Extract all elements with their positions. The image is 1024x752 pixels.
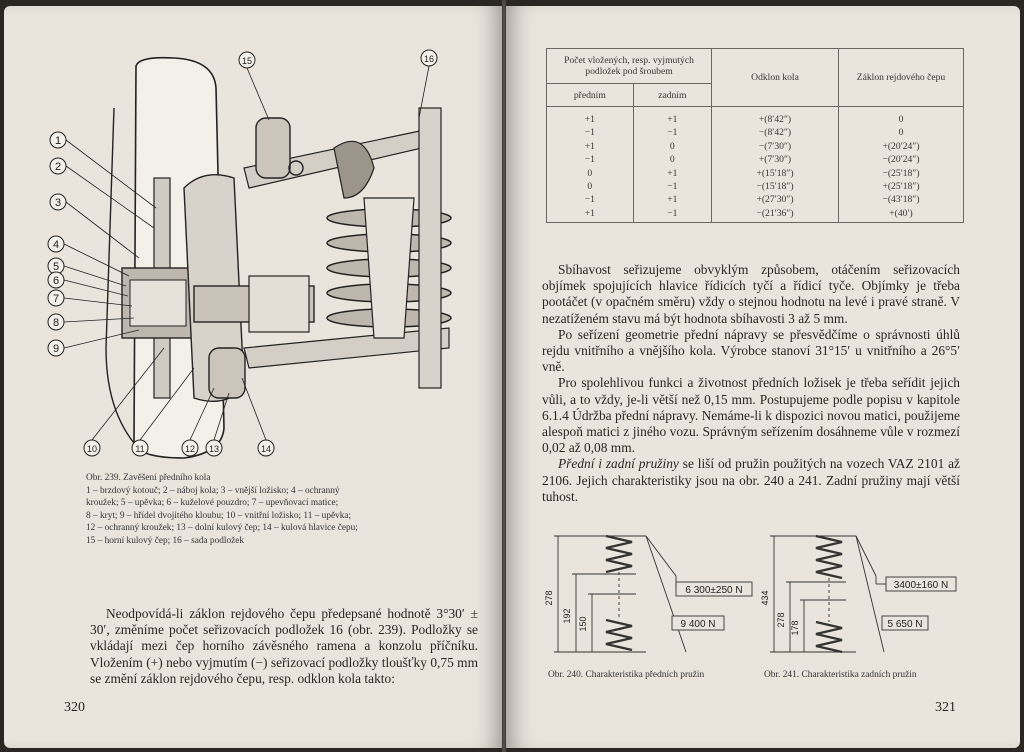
- cell: +1: [667, 167, 678, 179]
- caption-title: Obr. 239. Zavěšení předního kola: [86, 473, 211, 483]
- column-camber-values: [712, 107, 839, 223]
- cell: +(8′42″): [758, 114, 792, 125]
- force-label-upper: 6 300±250 N: [685, 585, 743, 596]
- cell: +(25′18″): [882, 180, 920, 192]
- cell: +(15′18″): [756, 167, 794, 179]
- cell: +1: [667, 114, 678, 125]
- cell: +(27′30″): [756, 194, 794, 206]
- left-body-text: [90, 606, 478, 687]
- dimension-outer: 278: [544, 590, 554, 606]
- callout-1: 1: [54, 135, 62, 147]
- springs-italic: Přední i zadní pružiny: [558, 456, 679, 472]
- caption-line: 12 – ochranný kroužek; 13 – dolní kulový čep; 14 – kulová hlavice čepu;: [86, 523, 358, 534]
- cell: +1: [584, 207, 595, 219]
- force-label-lower: 9 400 N: [680, 619, 716, 630]
- springs-rest: se liší od pružin použitých na vozech VAZ 2101 až 2106. Jejich charakteristiky jsou na obr. 240 a 241. Zadní pružiny mají větší tuhost.: [542, 456, 960, 504]
- paragraph-bearings: Pro spolehlivou funkci a životnost předních ložisek je třeba seřídit jejich vůli, a to vždy, je-li větší než 0,15 mm. Postupujeme podle popisu v kapitole 6.1.4 Údržba přední nápravy. Nemáme-li k dispozici novou matici, použijeme alespoň matici z jiného vozu. Správným seřízením dosáhneme vůle v rozmezí 0,02 až 0,08 mm.: [542, 375, 960, 456]
- table-header-rear: zadním: [633, 84, 711, 107]
- callout-13: 13: [208, 444, 220, 454]
- cell: −1: [667, 207, 678, 219]
- cell: −1: [584, 127, 595, 139]
- column-front-values: [547, 107, 634, 223]
- figure-241-rear-spring: [756, 524, 976, 684]
- callout-11: 11: [135, 444, 145, 454]
- caption-line: 1 – brzdový kotouč; 2 – náboj kola; 3 – vnější ložisko; 4 – ochranný: [86, 485, 340, 496]
- right-page: [506, 6, 1020, 748]
- dimension-mid: 278: [776, 612, 786, 628]
- callout-6: 6: [52, 275, 60, 287]
- cell: +1: [667, 194, 678, 206]
- right-body-text: [542, 262, 960, 505]
- callout-3: 3: [54, 197, 62, 209]
- figure-240-caption: Obr. 240. Charakteristika předních pružin: [548, 670, 705, 680]
- table-header-shims: Počet vložených, resp. vyjmutých podložek pod šroubem: [547, 49, 712, 84]
- caption-line: 8 – kryt; 9 – hřídel dvojitého kloubu; 10 – vnitřní ložisko; 11 – upěvka;: [86, 510, 352, 521]
- left-page: [4, 6, 502, 748]
- cell: 0: [898, 127, 904, 139]
- cell: 0: [669, 140, 675, 152]
- cell: +1: [584, 114, 595, 125]
- cell: −(21′36″): [756, 207, 794, 219]
- table-header-front: předním: [547, 84, 634, 107]
- callout-10: 10: [86, 444, 98, 454]
- cell: −(20′24″): [882, 154, 920, 166]
- callout-5: 5: [52, 261, 60, 273]
- figure-241-caption: Obr. 241. Charakteristika zadních pružin: [764, 670, 917, 680]
- page-number-left: 320: [64, 700, 85, 715]
- page-number-right: 321: [935, 700, 956, 715]
- figure-240-front-spring: [536, 524, 756, 684]
- cell: +(40′): [889, 207, 913, 219]
- paragraph-steering-angles: Po seřízení geometrie přední nápravy se přesvědčíme o správnosti úhlů rejdu vnitřního a vnějšího kola. Výrobce stanoví 31°15′ u vnitřního a 26°5′ vně.: [542, 326, 960, 375]
- paragraph-springs: [542, 456, 960, 505]
- cell: −(25′18″): [882, 167, 920, 179]
- callout-12: 12: [184, 444, 196, 454]
- cell: +1: [584, 140, 595, 152]
- dimension-outer: 434: [760, 590, 770, 606]
- callout-8: 8: [52, 317, 60, 329]
- callout-4: 4: [52, 239, 60, 251]
- column-caster-values: [839, 107, 964, 223]
- figure-239-caption: [86, 472, 426, 548]
- cell: −(43′18″): [882, 194, 920, 206]
- callout-7: 7: [52, 293, 60, 305]
- cell: 0: [669, 154, 675, 166]
- cell: 0: [898, 114, 904, 125]
- cell: +(7′30″): [758, 154, 792, 166]
- cell: 0: [587, 167, 593, 179]
- cell: −1: [667, 127, 678, 139]
- cell: +(20′24″): [882, 140, 920, 152]
- cell: −1: [584, 194, 595, 206]
- callout-9: 9: [52, 343, 60, 355]
- dimension-inner: 150: [578, 616, 588, 632]
- cell: −1: [584, 154, 595, 166]
- force-label-upper: 3400±160 N: [893, 580, 949, 591]
- dimension-mid: 192: [562, 608, 572, 624]
- figure-239-front-suspension: [44, 48, 454, 468]
- caption-line: 15 – horní kulový čep; 16 – sada podložek: [86, 535, 245, 546]
- paragraph-toe: Sbíhavost seřizujeme obvyklým způsobem, otáčením seřizovacích objímek spojujících hlavice řídicích tyčí a řídicí tyče. Objímky je třeba pootáčet (v opačném směru) vždy o stejnou hodnotu na levé i pravé straně. V nezatíženém stavu má být hodnota sbíhavosti 3 až 5 mm.: [542, 262, 960, 326]
- callout-14: 14: [260, 444, 272, 454]
- column-rear-values: [633, 107, 711, 223]
- paragraph: Neodpovídá-li záklon rejdového čepu předepsané hodnotě 3°30′ ± 30′, změníme počet seřizovacích podložek 16 (obr. 239). Podložky se vkládají mezi čep horního závěsného ramena a konzolu příčníku. Vložením (+) nebo vyjmutím (−) seřizovací podložky tloušťky 0,75 mm se změní záklon rejdového čepu, resp. odklon kola takto:: [90, 606, 478, 686]
- table-header-camber: Odklon kola: [712, 49, 839, 107]
- callout-15: 15: [241, 56, 253, 66]
- callout-2: 2: [54, 161, 62, 173]
- cell: −(7′30″): [758, 140, 792, 152]
- dimension-inner: 178: [790, 620, 800, 636]
- caption-line: kroužek; 5 – upěvka; 6 – kuželové pouzdro; 7 – upevňovací matice;: [86, 498, 339, 509]
- cell: −(15′18″): [756, 180, 794, 192]
- cell: −1: [667, 180, 678, 192]
- table-header-caster: Záklon rejdového čepu: [839, 49, 964, 107]
- cell: 0: [587, 180, 593, 192]
- shim-adjustment-table: [546, 48, 964, 223]
- cell: −(8′42″): [758, 127, 792, 139]
- callout-16: 16: [423, 54, 435, 64]
- force-label-lower: 5 650 N: [887, 619, 923, 630]
